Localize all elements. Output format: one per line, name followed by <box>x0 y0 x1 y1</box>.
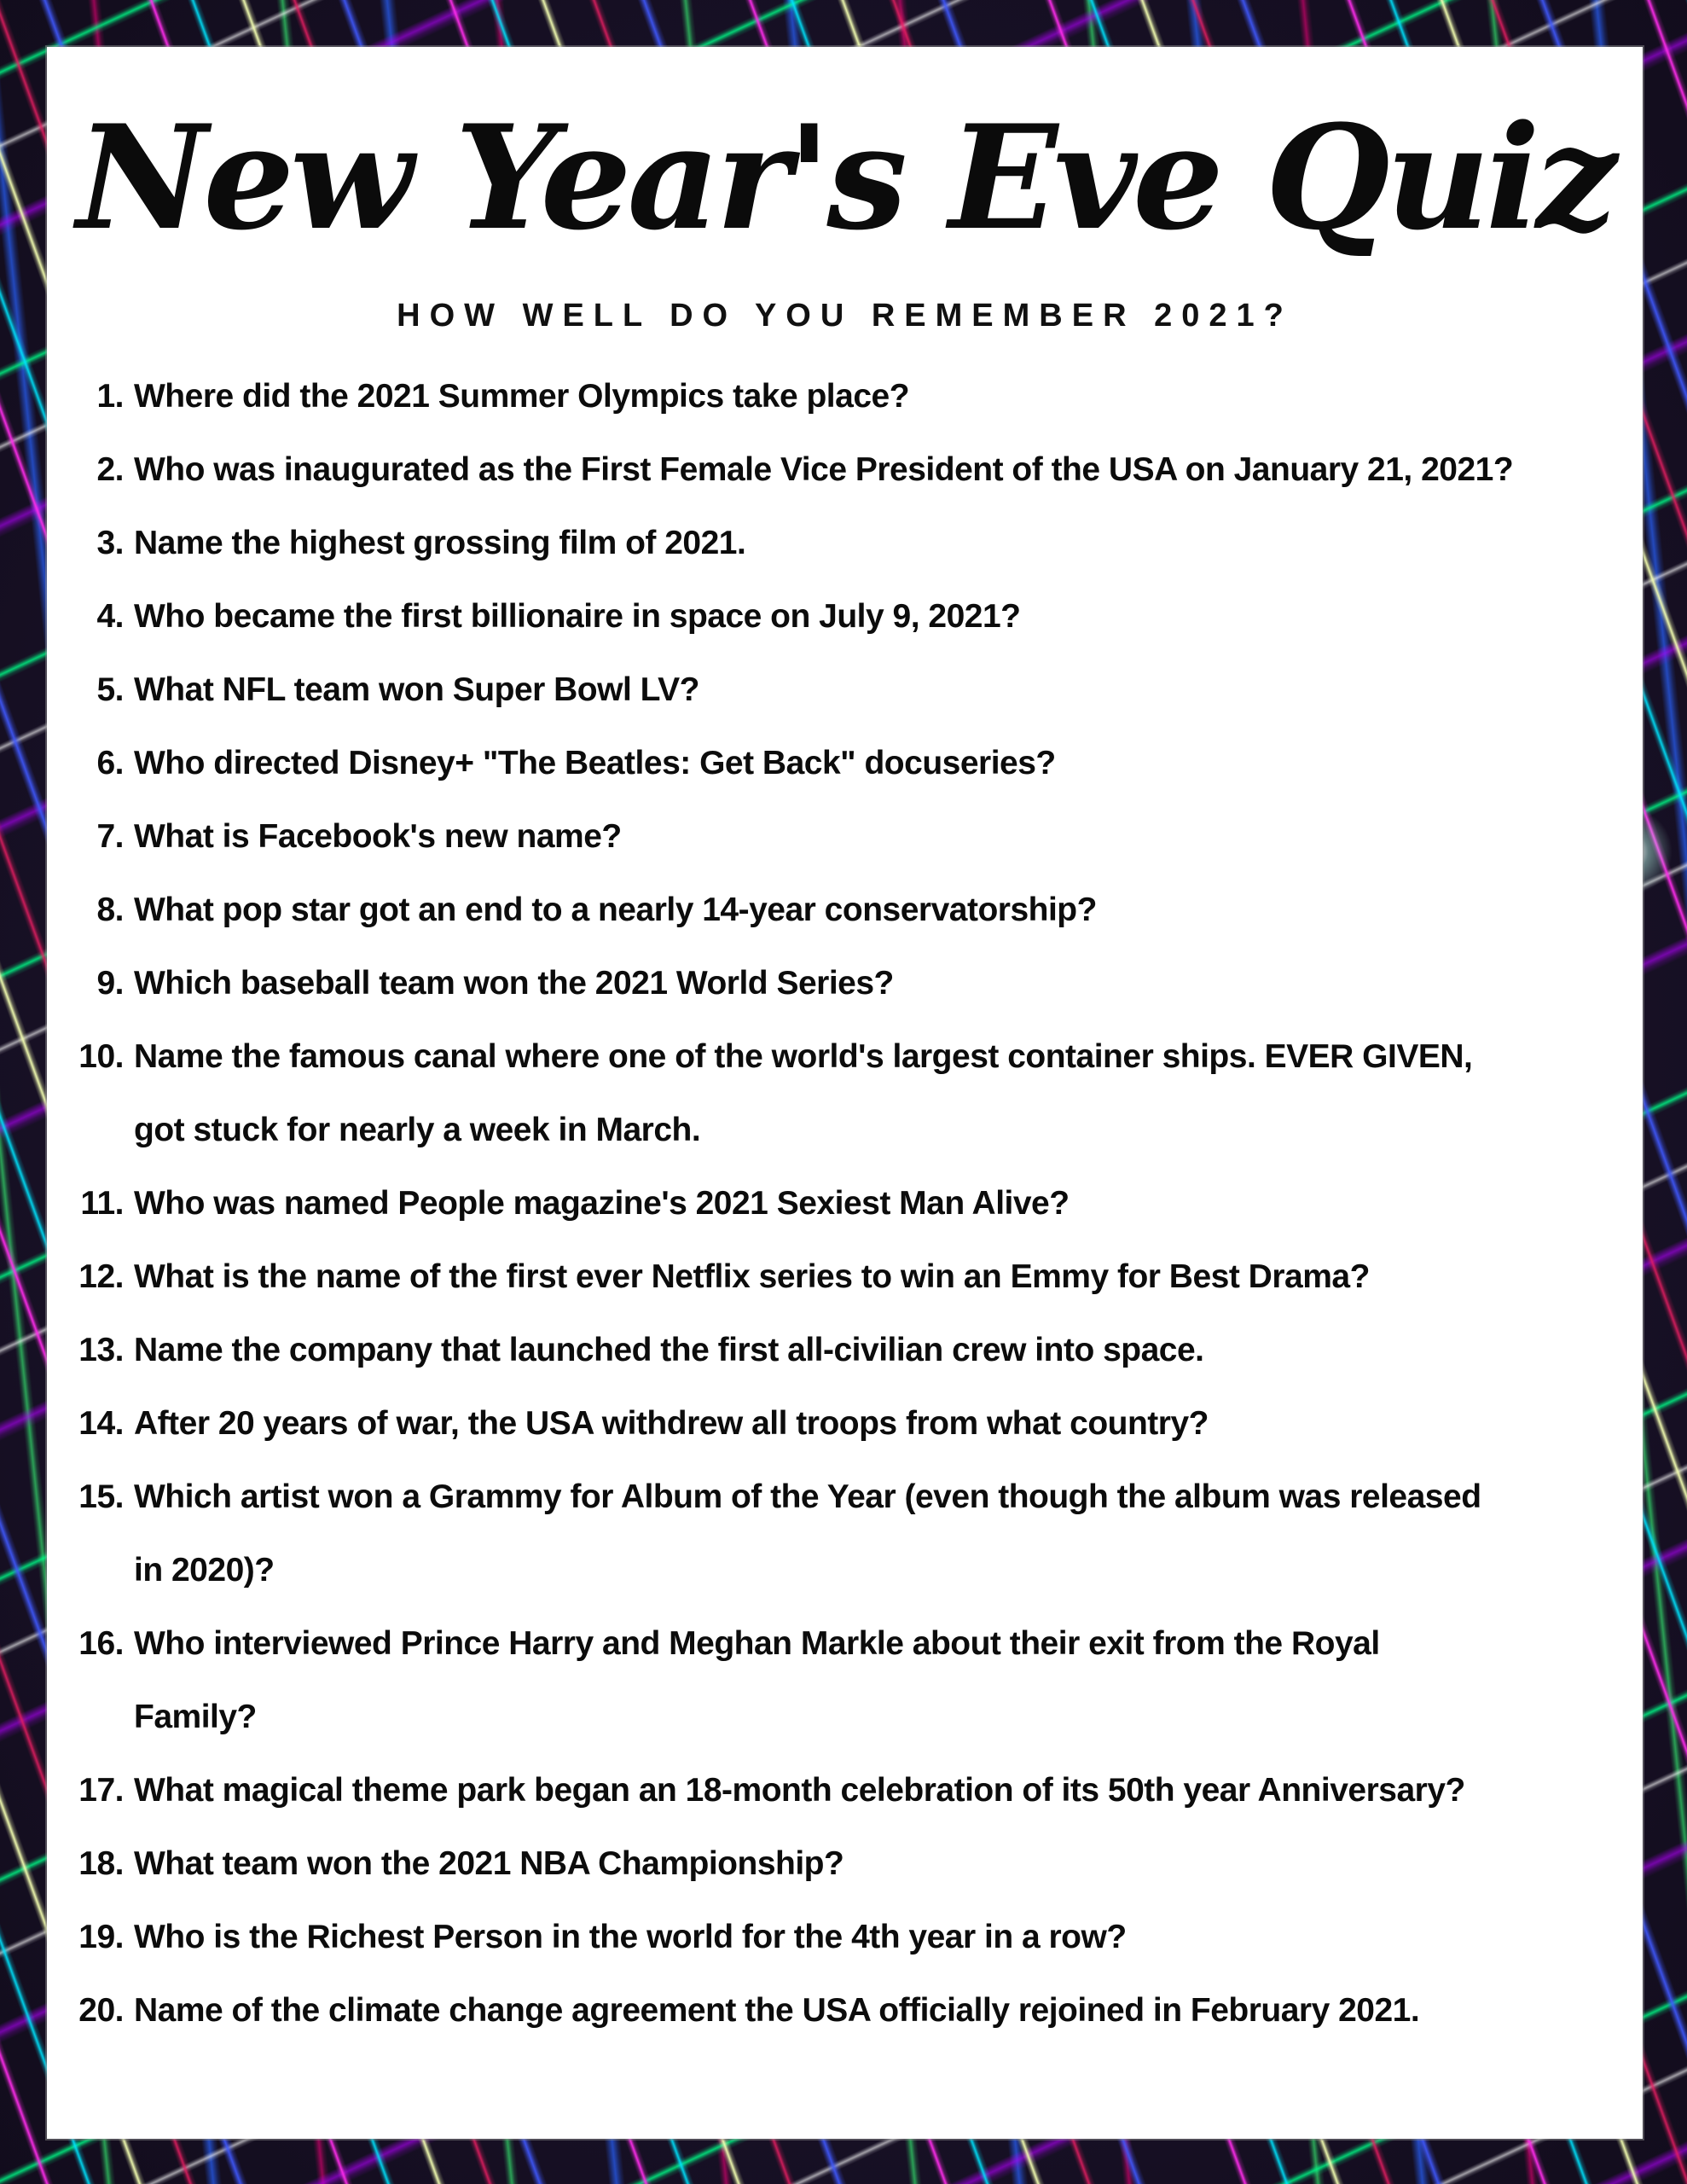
quiz-title: New Year's Eve Quiz <box>76 93 1614 262</box>
question-text <box>134 1754 1465 1827</box>
question-text <box>134 947 894 1020</box>
question-number: 3. <box>96 525 124 561</box>
question-text <box>134 653 699 727</box>
question-text <box>134 1974 1419 2048</box>
question-text <box>134 1901 1127 1974</box>
question-line: Who was inaugurated as the First Female Vice President of the USA on January 21, 2021? <box>134 451 1514 488</box>
question-item <box>47 947 1643 1020</box>
question-number: 8. <box>96 892 124 928</box>
question-item <box>47 1387 1643 1461</box>
question-line: What is Facebook's new name? <box>134 818 622 855</box>
question-line: Name the company that launched the first all-civilian crew into space. <box>134 1332 1204 1368</box>
question-text <box>134 727 1056 800</box>
question-line: What magical theme park began an 18-month celebration of its 50th year Anniversary? <box>134 1772 1465 1809</box>
question-line: got stuck for nearly a week in March. <box>134 1112 701 1148</box>
question-number: 5. <box>96 671 124 708</box>
question-line: Who directed Disney+ "The Beatles: Get Back" docuseries? <box>134 745 1056 781</box>
question-line: What pop star got an end to a nearly 14-year conservatorship? <box>134 892 1097 928</box>
quiz-subtitle: HOW WELL DO YOU REMEMBER 2021? <box>397 298 1293 334</box>
question-number: 9. <box>96 965 124 1002</box>
question-item <box>47 1827 1643 1901</box>
question-item <box>47 653 1643 727</box>
question-text <box>134 1827 844 1901</box>
question-line: Who became the first billionaire in space on July 9, 2021? <box>134 598 1021 635</box>
question-line: Which baseball team won the 2021 World Series? <box>134 965 894 1002</box>
question-item <box>47 874 1643 947</box>
question-text <box>134 1387 1209 1461</box>
question-line: Name the highest grossing film of 2021. <box>134 525 746 561</box>
question-line: Name the famous canal where one of the world's largest container ships. EVER GIVEN, <box>134 1038 1473 1075</box>
question-text <box>134 1240 1370 1314</box>
question-number: 1. <box>96 378 124 415</box>
question-line: Who was named People magazine's 2021 Sexiest Man Alive? <box>134 1185 1070 1222</box>
question-item <box>47 1901 1643 1974</box>
question-line: Family? <box>134 1699 257 1735</box>
question-item <box>47 433 1643 507</box>
question-number: 17. <box>78 1772 124 1809</box>
question-number: 15. <box>78 1478 124 1515</box>
quiz-sheet <box>47 47 1643 2139</box>
question-item <box>47 1754 1643 1827</box>
question-text <box>134 1167 1070 1240</box>
question-number: 19. <box>78 1919 124 1955</box>
question-list <box>47 360 1643 2048</box>
question-number: 12. <box>78 1258 124 1295</box>
question-line: What NFL team won Super Bowl LV? <box>134 671 699 708</box>
question-number: 14. <box>78 1405 124 1442</box>
question-text <box>134 433 1513 507</box>
question-number: 20. <box>78 1992 124 2029</box>
question-item <box>47 507 1643 580</box>
question-text <box>134 580 1020 653</box>
question-item <box>47 360 1643 433</box>
question-item <box>47 1974 1643 2048</box>
question-line: Where did the 2021 Summer Olympics take place? <box>134 378 910 415</box>
question-text <box>134 360 909 433</box>
question-item <box>47 800 1643 874</box>
question-number: 6. <box>96 745 124 781</box>
question-number: 13. <box>78 1332 124 1368</box>
question-number: 4. <box>96 598 124 635</box>
question-number: 16. <box>78 1625 124 1662</box>
question-line: After 20 years of war, the USA withdrew all troops from what country? <box>134 1405 1209 1442</box>
question-number: 7. <box>96 818 124 855</box>
question-item <box>47 1240 1643 1314</box>
question-text <box>134 1020 1472 1167</box>
question-line: Which artist won a Grammy for Album of the Year (even though the album was released <box>134 1478 1481 1515</box>
question-line: Who is the Richest Person in the world for the 4th year in a row? <box>134 1919 1127 1955</box>
question-line: in 2020)? <box>134 1552 275 1589</box>
question-text <box>134 507 745 580</box>
question-text <box>134 874 1097 947</box>
question-line: What team won the 2021 NBA Championship? <box>134 1845 844 1882</box>
question-item <box>47 1020 1643 1167</box>
question-text <box>134 1461 1481 1607</box>
question-text <box>134 800 622 874</box>
question-number: 10. <box>78 1038 124 1075</box>
question-item <box>47 1607 1643 1754</box>
question-item <box>47 1314 1643 1387</box>
question-line: Name of the climate change agreement the USA officially rejoined in February 2021. <box>134 1992 1420 2029</box>
question-text <box>134 1607 1380 1754</box>
question-number: 18. <box>78 1845 124 1882</box>
question-item <box>47 727 1643 800</box>
question-item <box>47 1167 1643 1240</box>
question-line: What is the name of the first ever Netflix series to win an Emmy for Best Drama? <box>134 1258 1370 1295</box>
question-number: 11. <box>80 1185 124 1222</box>
question-item <box>47 1461 1643 1607</box>
question-text <box>134 1314 1204 1387</box>
question-item <box>47 580 1643 653</box>
question-line: Who interviewed Prince Harry and Meghan Markle about their exit from the Royal <box>134 1625 1380 1662</box>
question-number: 2. <box>96 451 124 488</box>
